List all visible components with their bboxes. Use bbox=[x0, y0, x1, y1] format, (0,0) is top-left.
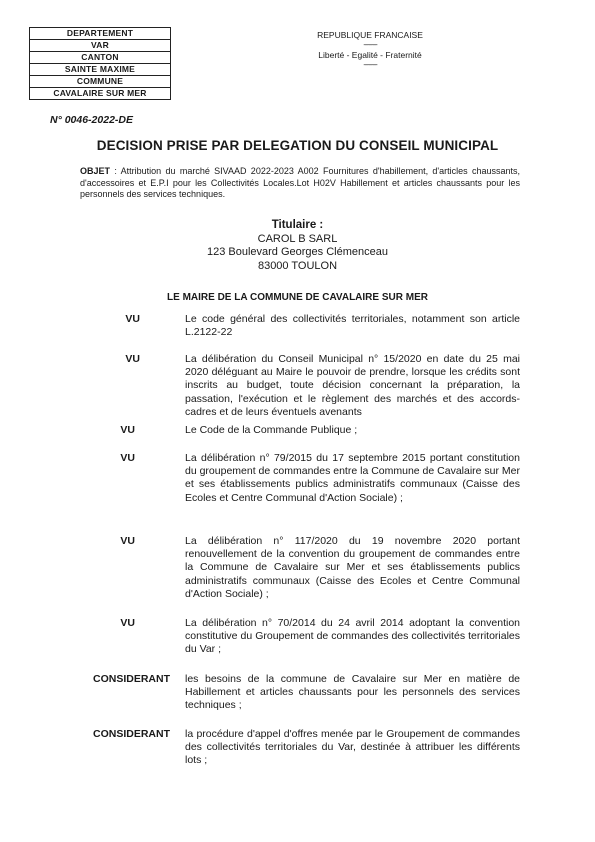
republic-header bbox=[300, 30, 440, 70]
clause-text: Le Code de la Commande Publique ; bbox=[185, 424, 358, 436]
republic-motto: Liberté - Egalité - Fraternité bbox=[318, 50, 422, 60]
titulaire-block bbox=[0, 219, 595, 273]
clause-label: CONSIDERANT bbox=[92, 673, 170, 685]
clause-label: CONSIDERANT bbox=[92, 728, 170, 740]
admin-line-sainte-maxime: SAINTE MAXIME bbox=[30, 64, 170, 76]
admin-line-cavalaire: CAVALAIRE SUR MER bbox=[53, 88, 147, 98]
republic-separator-2: ---------- bbox=[363, 62, 377, 69]
titulaire-heading: Titulaire : bbox=[271, 219, 324, 231]
clause-text: La délibération n° 79/2015 du 17 septembre 2015 portant constitution du groupement de commandes entre la Commune de Cavalaire sur Mer et ses établissements publics administratifs communaux (Caisse des Ecoles et Centre Communal d'Action Sociale) ; bbox=[185, 452, 521, 504]
admin-line-commune: COMMUNE bbox=[30, 76, 170, 88]
administrative-box bbox=[29, 27, 171, 100]
objet-text: : Attribution du marché SIVAAD 2022-2023 A002 Fournitures d'habillement, d'articles chaussants, d'accessoires et E.P.I pour les Collectivités Locales.Lot H02V Habillement et articles chaussants pour les personnels des services techniques. bbox=[80, 166, 520, 199]
admin-line-departement: DEPARTEMENT bbox=[30, 28, 170, 40]
clause-text: les besoins de la commune de Cavalaire sur Mer en matière de Habillement et articles chaussants pour les personnels des services techniques ; bbox=[185, 673, 520, 712]
clause-label: VU bbox=[125, 313, 140, 325]
clause-text: La délibération n° 117/2020 du 19 novembre 2020 portant renouvellement de la convention du groupement de commandes entre la Commune de Cavalaire sur Mer et ses établissements publics administratifs communaux (Caisse des Ecoles et Centre Communal d'Action Sociale) ; bbox=[185, 535, 520, 600]
admin-line-var: VAR bbox=[30, 40, 170, 52]
objet-paragraph bbox=[80, 166, 520, 201]
clause-label: VU bbox=[120, 617, 135, 629]
republic-separator: ---------- bbox=[363, 42, 377, 49]
republic-title: REPUBLIQUE FRANCAISE bbox=[317, 30, 423, 40]
clause-text: La délibération du Conseil Municipal n° 15/2020 en date du 25 mai 2020 déléguant au Maire le pouvoir de prendre, lorsque les crédits sont inscrits au budget, toute décision concernant la préparation, la passation, l'exécution et le règlement des marchés et des accords-cadres et de leurs éventuels avenants bbox=[185, 353, 520, 418]
clause-label: VU bbox=[125, 353, 140, 365]
objet-label: OBJET bbox=[80, 166, 111, 176]
clause-label: VU bbox=[120, 452, 135, 464]
clause-text: Le code général des collectivités territoriales, notamment son article L.2122-22 bbox=[185, 313, 520, 339]
titulaire-street: 123 Boulevard Georges Clémenceau bbox=[206, 246, 388, 258]
maire-heading: LE MAIRE DE LA COMMUNE DE CAVALAIRE SUR MER bbox=[167, 292, 428, 303]
titulaire-name: CAROL B SARL bbox=[257, 232, 338, 245]
titulaire-city: 83000 TOULON bbox=[257, 259, 338, 272]
admin-line-canton: CANTON bbox=[30, 52, 170, 64]
document-number: N° 0046-2022-DE bbox=[50, 114, 133, 126]
clause-label: VU bbox=[120, 424, 135, 436]
clause-label: VU bbox=[120, 535, 135, 547]
clause-text: la procédure d'appel d'offres menée par le Groupement de commandes des collectivités territoriales du Var, destinée à attribuer les différents lots ; bbox=[185, 728, 520, 767]
clause-text: La délibération n° 70/2014 du 24 avril 2014 adoptant la convention constitutive du Groupement de commandes des collectivités territoriales du Var ; bbox=[185, 617, 520, 656]
document-title: DECISION PRISE PAR DELEGATION DU CONSEIL MUNICIPAL bbox=[96, 138, 499, 153]
